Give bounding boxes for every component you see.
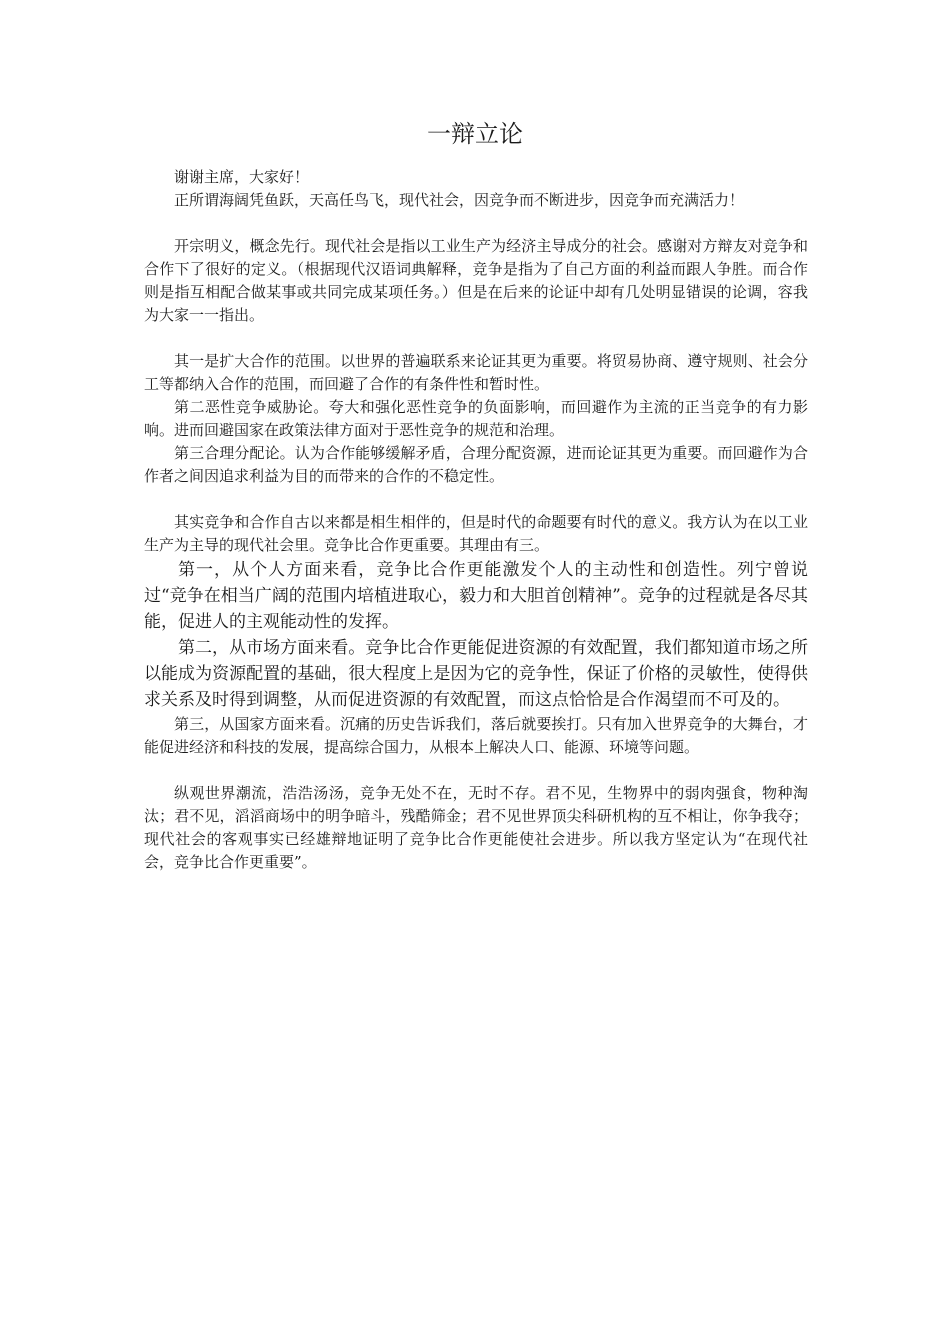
paragraph-rebuttal-one: 其一是扩大合作的范围。以世界的普遍联系来论证其更为重要。将贸易协商、遵守规则、社会分工等都纳入合作的范围，而回避了合作的有条件性和暂时性。 <box>144 352 808 393</box>
paragraph-greeting: 谢谢主席，大家好！ <box>174 168 310 186</box>
document-body <box>144 166 808 874</box>
paragraph-reason-market: 第二，从市场方面来看。竞争比合作更能促进资源的有效配置，我们都知道市场之所以能成为资源配置的基础，很大程度上是因为它的竞争性，保证了价格的灵敏性，使得供求关系及时得到调整，从而促进资源的有效配置，而这点恰恰是合作渴望而不可及的。 <box>144 638 808 710</box>
paragraph-opening: 正所谓海阔凭鱼跃，天高任鸟飞，现代社会，因竞争而不断进步，因竞争而充满活力！ <box>174 191 745 209</box>
document-title: 一辩立论 <box>427 120 523 148</box>
paragraph-definitions: 开宗明义，概念先行。现代社会是指以工业生产为经济主导成分的社会。感谢对方辩友对竞争和合作下了很好的定义。（根据现代汉语词典解释，竞争是指为了自己方面的利益而跟人争胜。而合作则是指互相配合做某事或共同完成某项任务。）但是在后来的论证中却有几处明显错误的论调，容我为大家一一指出。 <box>144 237 808 324</box>
paragraph-rebuttal-two: 第二恶性竞争威胁论。夸大和强化恶性竞争的负面影响，而回避作为主流的正当竞争的有力影响。进而回避国家在政策法律方面对于恶性竞争的规范和治理。 <box>144 398 808 439</box>
paragraph-rebuttal-three: 第三合理分配论。认为合作能够缓解矛盾，合理分配资源，进而论证其更为重要。而回避作为合作者之间因追求利益为目的而带来的合作的不稳定性。 <box>144 444 808 485</box>
paragraph-thesis: 其实竞争和合作自古以来都是相生相伴的，但是时代的命题要有时代的意义。我方认为在以工业生产为主导的现代社会里。竞争比合作更重要。其理由有三。 <box>144 513 808 554</box>
paragraph-conclusion: 纵观世界潮流，浩浩汤汤，竞争无处不在，无时不存。君不见，生物界中的弱肉强食，物种淘汰；君不见，滔滔商场中的明争暗斗，残酷筛金；君不见世界顶尖科研机构的互不相让，你争我夺；现代社会的客观事实已经雄辩地证明了竞争比合作更能使社会进步。所以我方坚定认为“在现代社会，竞争比合作更重要”。 <box>144 784 808 871</box>
paragraph-reason-nation: 第三，从国家方面来看。沉痛的历史告诉我们，落后就要挨打。只有加入世界竞争的大舞台，才能促进经济和科技的发展，提高综合国力，从根本上解决人口、能源、环境等问题。 <box>144 715 808 756</box>
paragraph-reason-individual: 第一，从个人方面来看，竞争比合作更能激发个人的主动性和创造性。列宁曾说过“竞争在相当广阔的范围内培植进取心，毅力和大胆首创精神”。竞争的过程就是各尽其能，促进人的主观能动性的发挥。 <box>144 560 808 632</box>
